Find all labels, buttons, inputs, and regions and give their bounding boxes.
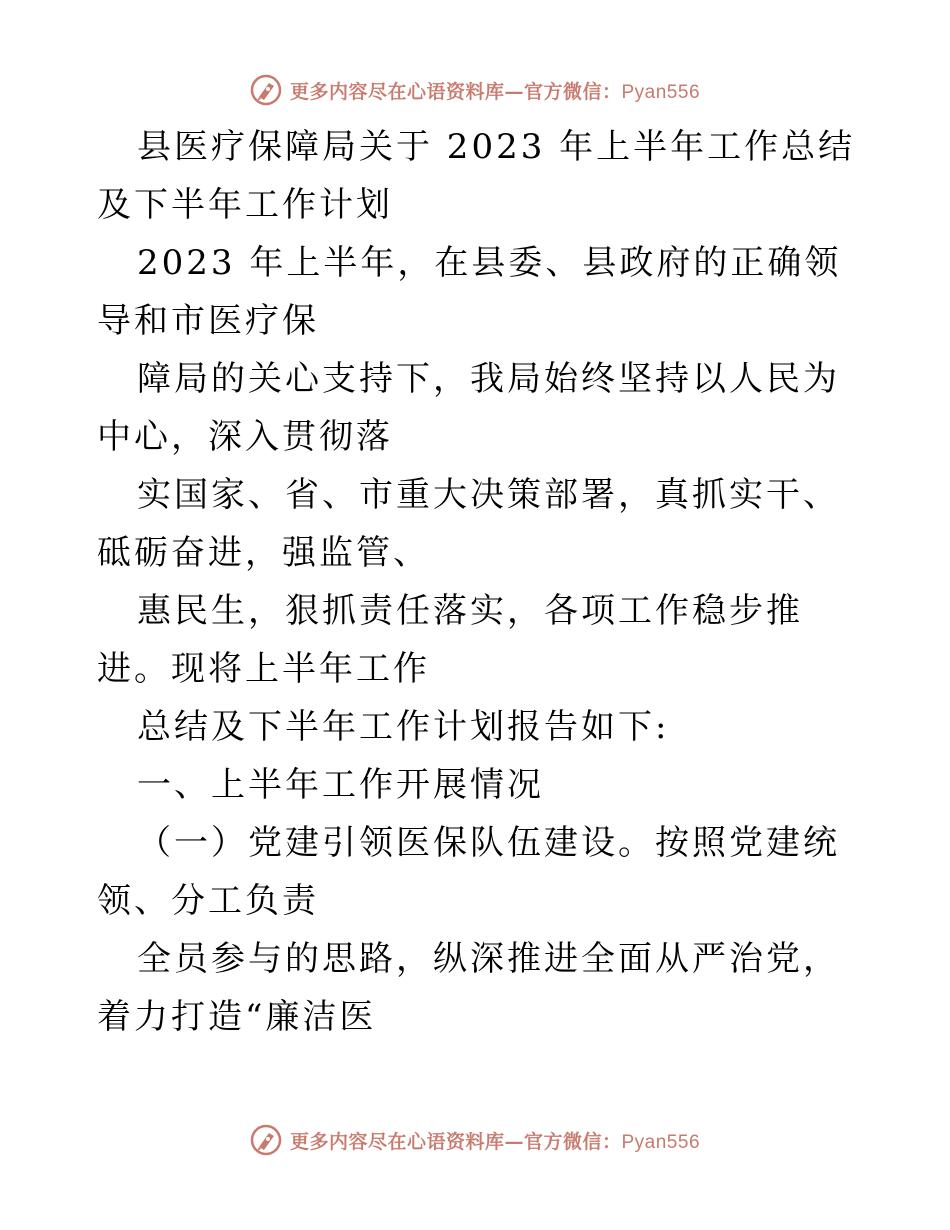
paragraph: 2023 年上半年，在县委、县政府的正确领导和市医疗保: [97, 243, 842, 341]
paragraph: 实国家、省、市重大决策部署，真抓实干、砥砺奋进，强监管、: [97, 475, 840, 573]
section-heading: 一、上半年工作开展情况: [137, 765, 544, 805]
pen-nib-logo-icon: [250, 74, 282, 106]
watermark-text: 更多内容尽在心语资料库—官方微信：Pyan556: [289, 1130, 701, 1153]
paragraph: （一）党建引领医保队伍建设。按照党建统领、分工负责: [97, 823, 840, 921]
document-body: [97, 118, 857, 1046]
paragraph: 全员参与的思路，纵深推进全面从严治党，着力打造“廉洁医: [97, 939, 840, 1037]
paragraph: 总结及下半年工作计划报告如下:: [137, 707, 670, 747]
pen-nib-logo-icon: [250, 1124, 282, 1156]
watermark-header: [0, 72, 950, 108]
watermark-footer: [0, 1122, 950, 1158]
paragraph: 障局的关心支持下，我局始终坚持以人民为中心，深入贯彻落: [97, 359, 840, 457]
watermark-text: 更多内容尽在心语资料库—官方微信：Pyan556: [289, 80, 701, 103]
paragraph: 惠民生，狠抓责任落实，各项工作稳步推进。现将上半年工作: [97, 591, 803, 689]
document-title: 县医疗保障局关于 2023 年上半年工作总结及下半年工作计划: [97, 127, 856, 225]
